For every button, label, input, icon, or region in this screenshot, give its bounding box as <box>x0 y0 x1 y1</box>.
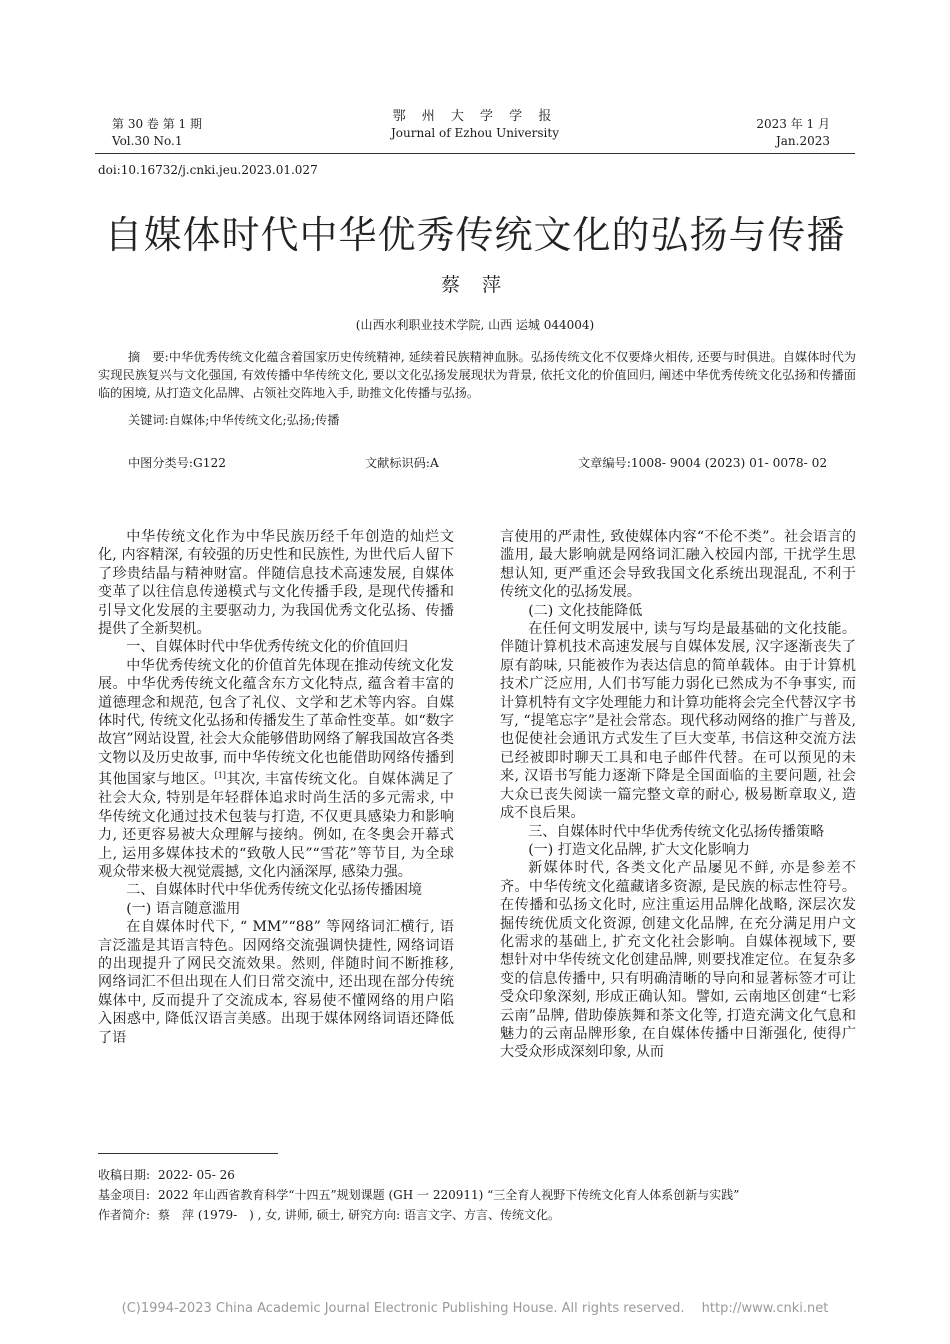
article-number: 文章编号:1008- 9004 (2023) 01- 0078- 02 <box>578 456 828 470</box>
subsection-heading: (二) 文化技能降低 <box>528 602 643 619</box>
copyright-watermark: (C)1994-2023 China Academic Journal Electronic Publishing House. All rights reserved. http://www.cnki.net <box>121 1301 829 1316</box>
footnote-received <box>98 1166 858 1184</box>
paragraph: 在自媒体时代下, “ MM”“88” 等网络词汇横行, 语言泛滥是其语言特色。因网络交流强调快捷性, 网络词语的出现提升了网民交流效果。然则, 伴随时间不断推移, 网络词汇不但出现在人们日常交流中, 还出现在部分传统媒体中, 反而提升了交流成本, 容易使不懂网络的用户陷入困惑中, 降低汉语言美感。出现于媒体网络词语还降低了语 <box>98 919 454 1046</box>
volume-cn: 第 30 卷 第 1 期 <box>112 117 202 131</box>
paragraph <box>98 657 454 882</box>
footnote-label: 作者简介: <box>98 1208 151 1222</box>
issue-date <box>756 116 830 150</box>
document-code: 文献标识码:A <box>365 456 439 470</box>
citation-ref[interactable]: [1] <box>214 771 226 781</box>
footnote-label: 基金项目: <box>98 1188 151 1202</box>
paragraph-part: 中华优秀传统文化的价值首先体现在推动传统文化发展。中华优秀传统文化蕴含东方文化特点, 蕴含着丰富的道德理念和规范, 包含了礼仪、文学和艺术等内容。自媒体时代, 传统文化弘扬和传播发生了革命性变革。如“数字故宫”网站设置, 社会大众能够借助网络了解我国故宫各类文物以及历史故事, 而中华传统文化也能借助网络传播到其他国家与地区。 <box>98 657 454 788</box>
abstract-text: 中华优秀传统文化蕴含着国家历史传统精神, 延续着民族精神血脉。弘扬传统文化不仅要烽火相传, 还要与时俱进。自媒体时代为实现民族复兴与文化强国, 有效传播中华传统文化, 要以文化弘扬发展现状为背景, 依托文化的价值回归, 阐述中华优秀传统文化弘扬和传播面临的困境, 从打造文化品牌、占领社交阵地入手, 助推文化传播与弘扬。 <box>98 350 856 400</box>
journal-name-cn: 鄂 州 大 学 学 报 <box>392 109 558 124</box>
section-heading-3: 三、自媒体时代中华优秀传统文化弘扬传播策略 <box>528 823 825 840</box>
footnote-value: 蔡 萍 (1979- ) , 女, 讲师, 硕士, 研究方向: 语言文字、方言、传统文化。 <box>158 1208 561 1222</box>
affiliation: (山西水利职业技术学院, 山西 运城 044004) <box>355 318 595 332</box>
footnote-divider <box>98 1153 278 1154</box>
paragraph-part: 其次, 丰富传统文化。自媒体满足了社会大众, 特别是年轻群体追求时尚生活的多元需求, 中华传统文化通过技术包装与打造, 不仅更具感染力和影响力, 还更容易被大众理解与接纳。例如, 在冬奥会开幕式上, 运用多媒体技术的“致敬人民”“雪花”等节目, 为全球观众带来极大视觉震撼, 文化内涵深厚, 感染力强。 <box>98 771 454 880</box>
paragraph: 新媒体时代, 各类文化产品屡见不鲜, 亦是参差不齐。中华传统文化蕴藏诸多资源, 是民族的标志性符号。在传播和弘扬文化时, 应注重运用品牌化战略, 深层次发掘传统优质文化资源, 创建文化品牌, 在充分满足用户文化需求的基础上, 扩充文化社会影响。自媒体视域下, 要想针对中华传统文化创建品牌, 则要找准定位。在复杂多变的信息传播中, 只有明确清晰的导向和显著标签才可让受众印象深刻, 形成正确认知。譬如, 云南地区创建“七彩云南”品牌, 借助傣族舞和茶文化等, 打造充满文化气息和魅力的云南品牌形象, 在自媒体传播中日渐强化, 使得广大受众形成深刻印象, 从而 <box>500 860 856 1061</box>
clc-number: 中图分类号:G122 <box>128 456 227 470</box>
body-column-left <box>98 528 454 1047</box>
footnote-value: 2022 年山西省教育科学“十四五”规划课题 (GH 一 220911) “三全育人视野下传统文化育人体系创新与实践” <box>158 1188 740 1202</box>
date-en: Jan.2023 <box>775 134 830 148</box>
paragraph: 中华传统文化作为中华民族历经千年创造的灿烂文化, 内容精深, 有较强的历史性和民族性, 为世代后人留下了珍贵结晶与精神财富。伴随信息技术高速发展, 自媒体变革了以往信息传递模式与文化传播手段, 是现代传播和引导文化发展的主要驱动力, 为我国优秀文化弘扬、传播提供了全新契机。 <box>98 529 454 638</box>
section-heading-2: 二、自媒体时代中华优秀传统文化弘扬传播困境 <box>126 882 423 899</box>
paragraph: 言使用的严肃性, 致使媒体内容“不伦不类”。社会语言的滥用, 最大影响就是网络词汇融入校园内部, 干扰学生思想认知, 更严重还会导致我国文化系统出现混乱, 不利于传统文化的弘扬发展。 <box>500 529 856 601</box>
author-name: 蔡 萍 <box>440 274 510 296</box>
footnote-fund <box>98 1186 858 1204</box>
date-cn: 2023 年 1 月 <box>756 117 830 131</box>
doi[interactable]: doi:10.16732/j.cnki.jeu.2023.01.027 <box>98 163 318 177</box>
header-divider <box>95 153 855 154</box>
keywords: 关键词:自媒体;中华传统文化;弘扬;传播 <box>128 413 340 427</box>
volume-en: Vol.30 No.1 <box>112 134 183 148</box>
footnote-author-bio <box>98 1206 858 1224</box>
body-column-right <box>500 528 856 1062</box>
subsection-heading: (一) 语言随意滥用 <box>126 900 241 917</box>
journal-name-en: Journal of Ezhou University <box>391 126 559 140</box>
paper-title: 自媒体时代中华优秀传统文化的弘扬与传播 <box>104 213 846 257</box>
section-heading-1: 一、自媒体时代中华优秀传统文化的价值回归 <box>126 639 409 656</box>
footnote-value: 2022- 05- 26 <box>158 1168 235 1182</box>
abstract <box>98 348 856 402</box>
paragraph: 在任何文明发展中, 读与写均是最基础的文化技能。伴随计算机技术高速发展与自媒体发展, 汉字逐渐丧失了原有韵味, 只能被作为表达信息的简单载体。由于计算机技术广泛应用, 人们书写能力弱化已然成为不争事实, 而计算机特有文字处理能力和计算功能将会完全代替汉字书写, “提笔忘字”是社会常态。现代移动网络的推广与普及, 也促使社会通讯方式发生了巨大变革, 书信这种交流方法已经被即时聊天工具和电子邮件代替。在可以预见的未来, 汉语书写能力逐渐下降是全国面临的主要问题, 社会大众已丧失阅读一篇完整文章的耐心, 极易断章取义, 造成不良后果。 <box>500 621 856 822</box>
abstract-label: 摘 要: <box>128 350 169 364</box>
footnote-label: 收稿日期: <box>98 1168 151 1182</box>
subsection-heading: (一) 打造文化品牌, 扩大文化影响力 <box>528 841 750 858</box>
